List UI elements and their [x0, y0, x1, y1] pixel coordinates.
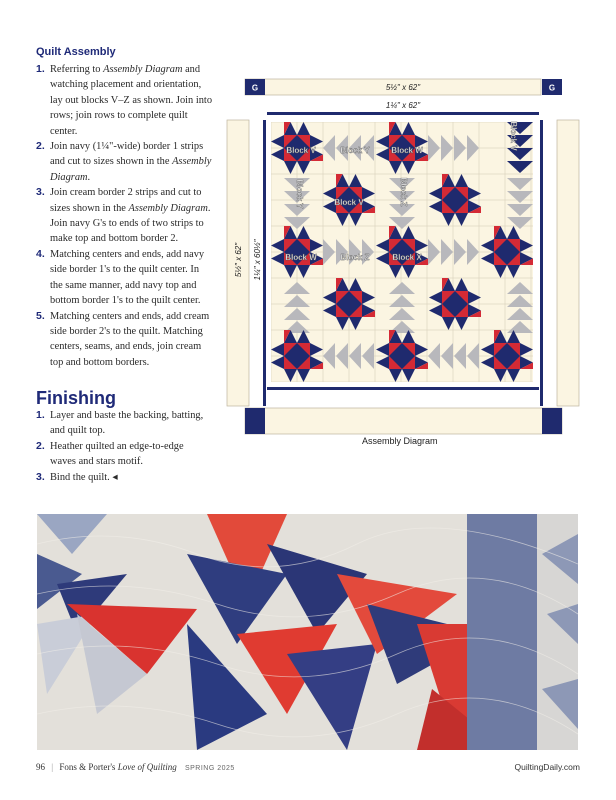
left-border1-label: 1¼" x 60½"	[253, 239, 262, 281]
step-text: Layer and baste the backing, batting, and quilt top.	[50, 410, 204, 437]
step-text: Matching centers and ends, add navy side border 1's to the quilt center. In the same manner, add navy top and bottom border 1's to the quilt center.	[50, 248, 205, 307]
block-label: Block Z	[399, 177, 408, 207]
step-text: . Join navy G's to ends of two strips to make top and bottom border 2.	[50, 202, 211, 245]
step-number: 1.	[36, 409, 45, 421]
top-border2-label: 5½" x 62"	[385, 83, 421, 92]
step-text: Bind the quilt. ◂	[50, 471, 118, 483]
top-border1-label: 1¼" x 62"	[385, 101, 421, 110]
finishing-step	[36, 439, 212, 470]
step-text: Join navy (1¼"-wide) border 1 strips and cut to sizes shown in the	[50, 141, 204, 168]
corner-g-right-label: G	[548, 83, 556, 93]
page-number: 96	[36, 762, 45, 772]
step-number: 2.	[36, 140, 45, 153]
step-text: .	[87, 171, 91, 183]
bottom-corner-g-right	[542, 408, 562, 434]
finishing-heading: Finishing	[36, 388, 116, 408]
assembly-step	[36, 62, 212, 139]
publication-prefix: Fons & Porter's	[59, 762, 118, 772]
bottom-corner-g-left	[245, 408, 265, 434]
block-label: Block V	[509, 121, 518, 151]
quilt-photo-image	[37, 514, 578, 750]
step-text: Referring to	[50, 64, 104, 75]
block-label: Block Y	[340, 146, 370, 155]
finishing-step	[36, 470, 212, 485]
site-url: QuiltingDaily.com	[514, 762, 580, 772]
step-number: 3.	[36, 470, 45, 483]
assembly-diagram	[222, 74, 586, 442]
step-text: Join cream border 2 strips and cut to sizes shown in the	[50, 187, 202, 214]
finishing-steps	[36, 408, 212, 485]
block-label: Block X	[392, 253, 422, 262]
corner-g-left-label: G	[251, 83, 259, 93]
assembly-step	[36, 309, 212, 371]
step-number: 1.	[36, 63, 45, 75]
step-text: Matching centers and ends, add cream side border 2's to the quilt. Matching centers, seams, and ends, join cream top and bottom borders.	[50, 310, 210, 368]
bottom-border2-strip	[245, 408, 562, 434]
right-border1-strip	[540, 120, 543, 406]
block-label: Block W	[285, 253, 317, 262]
block-label: Block V	[334, 198, 364, 207]
quilt-photo	[37, 514, 578, 750]
diagram-caption: Assembly Diagram	[362, 436, 438, 446]
quilt-center	[271, 121, 533, 382]
block-label: Block W	[391, 146, 423, 155]
block-label: Block Z	[340, 253, 370, 262]
assembly-steps	[36, 62, 212, 370]
finishing-step	[36, 408, 212, 439]
assembly-step	[36, 247, 212, 309]
publication-title: Love of Quilting	[117, 762, 177, 772]
assembly-step	[36, 139, 212, 185]
step-number: 3.	[36, 186, 45, 199]
assembly-diagram-svg	[222, 74, 586, 442]
quilt-assembly-heading: Quilt Assembly	[36, 46, 116, 58]
step-number: 5.	[36, 309, 45, 322]
block-label: Block V	[286, 146, 316, 155]
step-text: Heather quilted an edge-to-edge waves and stars motif.	[50, 440, 184, 468]
step-text: Assembly Diagram	[50, 156, 212, 183]
step-text: Assembly Diagram	[103, 64, 183, 75]
step-number: 4.	[36, 247, 45, 260]
step-text: Assembly Diagram	[128, 202, 208, 214]
left-border2-label: 5½" x 62"	[234, 242, 243, 278]
top-border1-strip	[267, 112, 539, 115]
step-text: and watching placement and orientation, lay out blocks V–Z as shown. Join into rows; join rows to complete quilt center.	[50, 64, 213, 137]
block-label: Block Y	[295, 179, 304, 209]
left-border1-strip	[263, 120, 266, 406]
bottom-border1-strip	[267, 387, 539, 390]
right-border2-strip	[557, 120, 579, 406]
assembly-step	[36, 185, 212, 247]
step-number: 2.	[36, 439, 45, 452]
issue-label: SPRING 2025	[184, 765, 235, 772]
page-footer-left: 96 | Fons & Porter's Love of Quilting SPRING 2025	[36, 762, 235, 772]
